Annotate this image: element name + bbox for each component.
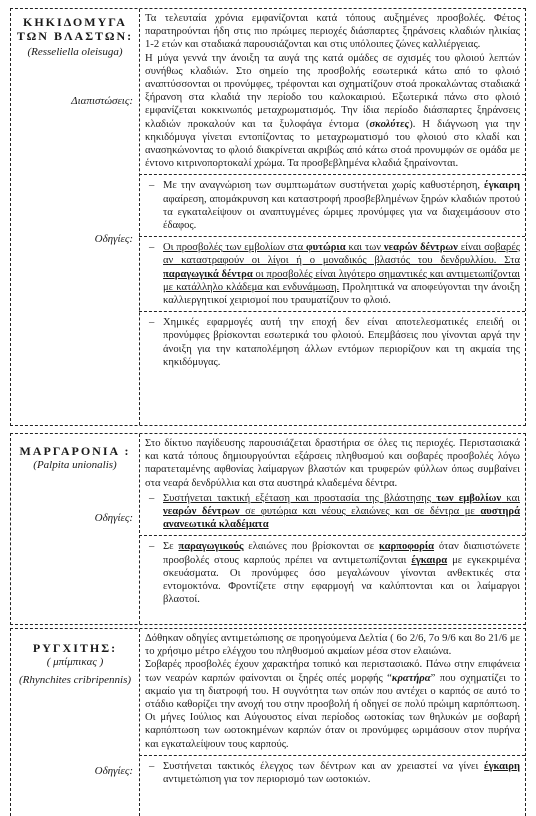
pest-latin-name: (Palpita unionalis) <box>33 459 117 471</box>
list-item: – Σε παραγωγικούς ελαιώνες που βρίσκονται σε καρποφορία όταν διαπιστώνετε προσβολές στους καρπούς πρέπει να αντιμετωπίζονται έγκαιρα με εγκεκριμένα σκευάσματα. Οι προνύμφες όσο μεγαλώνουν γίνονται ανθεκτικές στα εντομοκτόνα. Φροντίζετε στην εφαρμογή να καλύπτονται και οι λαίμαργοι βλαστοί. <box>145 540 520 606</box>
pest-label-column <box>11 9 140 425</box>
pest-label-column <box>11 629 140 816</box>
paragraph: Δόθηκαν οδηγίες αντιμετώπισης σε προηγούμενα Δελτία ( 6ο 2/6, 7ο 9/6 και 8ο 21/6 με το χρήσιμο μέτρο ελέγχου του πληθυσμού ακμαίων μέσα στον ελαιώνα. <box>145 633 520 658</box>
guidelines-label: Οδηγίες: <box>94 233 133 245</box>
divider <box>139 236 525 237</box>
section-margaronia <box>10 433 526 625</box>
paragraph: Στο δίκτυο παγίδευσης παρουσιάζεται δραστήρια σε όλες τις περιοχές. Περιστασιακά και κατά τόπους δημιουργούνται εξάρσεις πληθυσμού και σοβαρές προσβολές λόγω παρατεταμένης αφθονίας λαίμαργων βλαστών και τρυφερών φύλλων όπως συμβαίνει στα νεαρά δενδρύλλια και στα αυστηρά κλαδεμένα δέντρα. <box>145 438 520 489</box>
list-item: – Με την αναγνώριση των συμπτωμάτων συστήνεται χωρίς καθυστέρηση, έγκαιρη αφαίρεση, απομάκρυνση και καταστροφή προσβεβλημένων ξηρών κλαδιών προτού τα εγκαταλείψουν οι αναπτυγμένες ώριμες προνύμφες για να διαχειμάσουν στο έδαφος. <box>145 179 520 232</box>
list-item: – Συστήνεται τακτική εξέταση και προστασία της βλάστησης των εμβολίων και νεαρών δέντρων σε φυτώρια και νέους ελαιώνες και σε δέντρα με αυστηρά ανανεωτικά κλαδέματα <box>145 492 520 532</box>
pest-latin-name: (Resseliella oleisuga) <box>27 46 123 58</box>
divider <box>139 755 525 756</box>
pest-text-column <box>139 9 525 425</box>
divider <box>139 311 525 312</box>
guidelines-label: Οδηγίες: <box>94 512 133 524</box>
pest-title: ΜΑΡΓΑΡΟΝΙΑ : <box>19 444 131 458</box>
pest-text-column <box>139 629 525 816</box>
pest-title-line2: ΤΩΝ ΒΛΑΣΤΩΝ: <box>16 29 134 43</box>
pest-latin-name: (Rhynchites cribripennis) <box>18 674 132 686</box>
section-rhynchites <box>10 628 526 816</box>
pest-title: ΡΥΓΧΙΤΗΣ: <box>32 641 118 655</box>
pest-common-name: ( μπίμπικας ) <box>46 656 104 668</box>
list-item: – Οι προσβολές των εμβολίων στα φυτώρια και των νεαρών δέντρων είναι σοβαρές αν καταστραφούν οι λίγοι ή ο μοναδικός βλαστός του δενδρυλλίου. Στα παραγωγικά δέντρα οι προσβολές είναι λιγότερο σημαντικές και αντιμετωπίζονται με κατάλληλο κλάδεμα και ενδυνάμωση. Προληπτικά να αποφεύγονται την άνοιξη καλλιεργητικοί χειρισμοί που τραυματίζουν το φλοιό. <box>145 241 520 307</box>
divider <box>139 535 525 536</box>
pest-label-column <box>11 434 140 624</box>
paragraph: Σοβαρές προσβολές έχουν χαρακτήρα τοπικό και περιστασιακό. Πάνω στην επιφάνεια των νεαρών καρπών φαίνονται οι ξηρές οπές μορφής “κρατήρα” που σχηματίζει το ακμαίο για τη διατροφή του. Η συγνότητα των οπών που αντέχει ο καρπός σε αυτό το στάδιο καθορίζει την ανοχή του στην προσβολή ή οδηγεί σε πολύ πρώιμη καρπόπτωση. Οι μήνες Ιούλιος και Αύγουστος είναι περίοδος ωοτοκίας των θηλυκών με σοβαρή καρπόπτωση των ωοτοκημένων καρπών όταν οι προνύμφες ωριμάσουν στον πυρήνα και εγκαταλείψουν τους καρπούς. <box>145 659 520 750</box>
divider <box>139 174 525 175</box>
paragraph: Τα τελευταία χρόνια εμφανίζονται κατά τόπους αυξημένες προσβολές. Φέτος παρατηρούνται ήδη στις πιο πρώιμες περιοχές διάσπαρτες ξηράνσεις κλαδιών ηλικίας 1-2 ετών και σταδιακά παρουσιάζονται και στις υπόλοιπες ζώνες καλλιέργειας. <box>145 13 520 51</box>
pest-title-line1: ΚΗΚΙΔΟΜΥΓΑ <box>23 15 127 29</box>
paragraph: Η μύγα γεννά την άνοιξη τα αυγά της κατά ομάδες σε σχισμές του φλοιού λεπτών συνήθως κλαδιών. Στο σημείο της προσβολής εσωτερικά κάτω από το φλοιό αναπτύσσονται οι προνύμφες, τρέφονται και σχηματίζουν στοά προκαλώντας σταδιακά ξήρανση στα κλαδιά την περίοδο του καλοκαιριού. Εξωτερικά πάνω στο φλοιό εμφανίζεται κοκκινωπός μεταχρωματισμός. Την ίδια περίοδο διάσπαρτες ξηράνσεις κλαδιών προκαλούν και τα ξυλοφάγα έντομα (σκολύτες). Η διάγνωση για την κηκιδόμυγα γίνεται εντοπίζοντας το μεταχρωματισμό του φλοιού στο κλαδί και ανασηκώνοντας το φλοιό διακρίνεται ακριβώς από κάτω στοά προνυμφών σε ομάδα με έντονο κιτρινοπορτοκαλί χρώμα. Τα προσβεβλημένα κλαδιά ξηραίνονται. <box>145 52 520 170</box>
list-item: – Συστήνεται τακτικός έλεγχος των δέντρων και αν χρειαστεί να γίνει έγκαιρη αντιμετώπιση για τον περιορισμό των ωοτοκιών. <box>145 760 520 786</box>
diagnostic-label: Διαπιστώσεις: <box>71 95 133 107</box>
pest-text-column <box>139 434 525 624</box>
list-item: – Χημικές εφαρμογές αυτή την εποχή δεν είναι αποτελεσματικές επειδή οι προνύμφες βρίσκονται εσωτερικά του φλοιού. Επεμβάσεις που γίνονται αργά την άνοιξη για την καταπολέμηση άλλων εντόμων περιορίζουν και τη ακμαία της κηκιδόμυγας. <box>145 316 520 369</box>
section-gall-midge <box>10 8 526 426</box>
guidelines-label: Οδηγίες: <box>94 765 133 777</box>
